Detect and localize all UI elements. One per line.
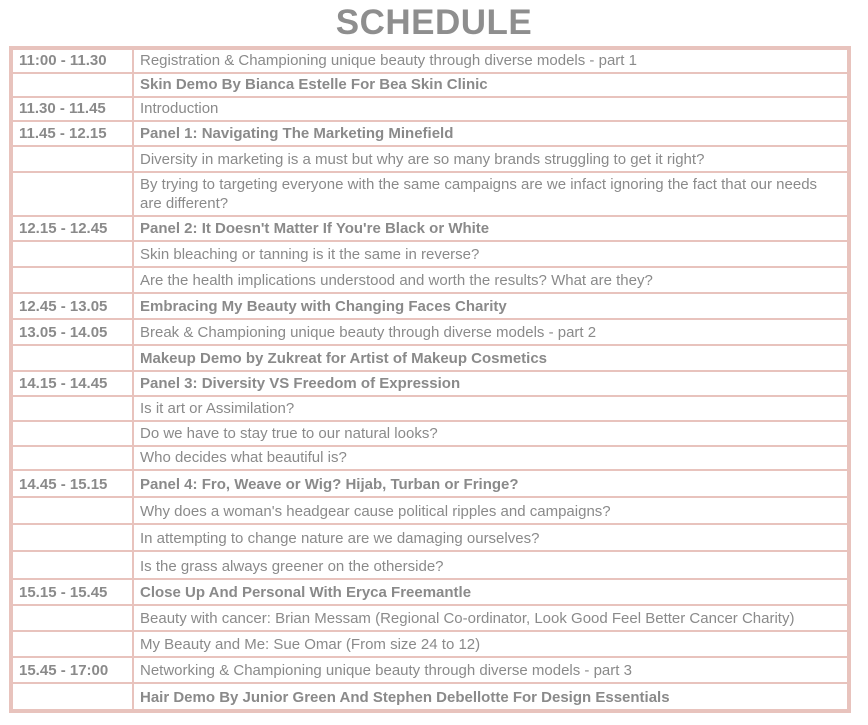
schedule-time: 15.15 - 15.45: [12, 579, 133, 605]
schedule-table-body: [12, 49, 848, 710]
schedule-row: [12, 579, 848, 605]
schedule-description: In attempting to change nature are we damaging ourselves?: [133, 524, 848, 551]
schedule-time: [12, 241, 133, 267]
schedule-table: [9, 46, 851, 713]
schedule-time: 11:00 - 11.30: [12, 49, 133, 73]
schedule-description: Skin Demo By Bianca Estelle For Bea Skin Clinic: [133, 73, 848, 97]
schedule-description: By trying to targeting everyone with the same campaigns are we infact ignoring the fact that our needs are different?: [133, 172, 848, 216]
schedule-description: Close Up And Personal With Eryca Freemantle: [133, 579, 848, 605]
schedule-description: Panel 4: Fro, Weave or Wig? Hijab, Turban or Fringe?: [133, 470, 848, 497]
schedule-row: [12, 396, 848, 421]
schedule-time: [12, 631, 133, 657]
schedule-time: [12, 683, 133, 710]
schedule-time: [12, 172, 133, 216]
schedule-description: Makeup Demo by Zukreat for Artist of Makeup Cosmetics: [133, 345, 848, 371]
schedule-time: 11.30 - 11.45: [12, 97, 133, 121]
schedule-row: [12, 524, 848, 551]
schedule-row: [12, 631, 848, 657]
schedule-time: [12, 146, 133, 172]
schedule-time: 12.45 - 13.05: [12, 293, 133, 319]
schedule-row: [12, 97, 848, 121]
schedule-row: [12, 49, 848, 73]
schedule-row: [12, 446, 848, 470]
page-title: SCHEDULE: [335, 3, 533, 42]
schedule-time: [12, 524, 133, 551]
schedule-description: Is it art or Assimilation?: [133, 396, 848, 421]
schedule-time: [12, 446, 133, 470]
schedule-description: Embracing My Beauty with Changing Faces Charity: [133, 293, 848, 319]
schedule-row: [12, 683, 848, 710]
schedule-row: [12, 146, 848, 172]
schedule-time: [12, 73, 133, 97]
schedule-row: [12, 172, 848, 216]
schedule-row: [12, 73, 848, 97]
schedule-row: [12, 121, 848, 146]
schedule-row: [12, 293, 848, 319]
schedule-description: Registration & Championing unique beauty through diverse models - part 1: [133, 49, 848, 73]
schedule-row: [12, 497, 848, 524]
schedule-row: [12, 470, 848, 497]
schedule-description: Do we have to stay true to our natural looks?: [133, 421, 848, 446]
schedule-time: [12, 551, 133, 579]
schedule-description: Skin bleaching or tanning is it the same in reverse?: [133, 241, 848, 267]
schedule-time: [12, 605, 133, 631]
schedule-row: [12, 605, 848, 631]
schedule-description: My Beauty and Me: Sue Omar (From size 24 to 12): [133, 631, 848, 657]
schedule-row: [12, 345, 848, 371]
schedule-description: Break & Championing unique beauty through diverse models - part 2: [133, 319, 848, 345]
schedule-description: Why does a woman's headgear cause political ripples and campaigns?: [133, 497, 848, 524]
schedule-row: [12, 319, 848, 345]
schedule-time: [12, 497, 133, 524]
schedule-description: Diversity in marketing is a must but why are so many brands struggling to get it right?: [133, 146, 848, 172]
schedule-row: [12, 657, 848, 683]
schedule-time: 14.45 - 15.15: [12, 470, 133, 497]
schedule-row: [12, 551, 848, 579]
schedule-description: Is the grass always greener on the otherside?: [133, 551, 848, 579]
schedule-row: [12, 371, 848, 396]
schedule-time: 14.15 - 14.45: [12, 371, 133, 396]
schedule-row: [12, 216, 848, 241]
schedule-description: Panel 1: Navigating The Marketing Minefield: [133, 121, 848, 146]
schedule-time: [12, 345, 133, 371]
schedule-time: 15.45 - 17:00: [12, 657, 133, 683]
schedule-description: Are the health implications understood and worth the results? What are they?: [133, 267, 848, 293]
schedule-time: 12.15 - 12.45: [12, 216, 133, 241]
schedule-time: [12, 421, 133, 446]
schedule-time: 11.45 - 12.15: [12, 121, 133, 146]
schedule-description: Panel 3: Diversity VS Freedom of Expression: [133, 371, 848, 396]
schedule-time: 13.05 - 14.05: [12, 319, 133, 345]
schedule-description: Hair Demo By Junior Green And Stephen Debellotte For Design Essentials: [133, 683, 848, 710]
schedule-description: Introduction: [133, 97, 848, 121]
schedule-description: Panel 2: It Doesn't Matter If You're Black or White: [133, 216, 848, 241]
schedule-description: Beauty with cancer: Brian Messam (Regional Co-ordinator, Look Good Feel Better Cancer Charity): [133, 605, 848, 631]
schedule-row: [12, 267, 848, 293]
schedule-description: Networking & Championing unique beauty through diverse models - part 3: [133, 657, 848, 683]
schedule-description: Who decides what beautiful is?: [133, 446, 848, 470]
schedule-time: [12, 267, 133, 293]
schedule-time: [12, 396, 133, 421]
schedule-row: [12, 421, 848, 446]
schedule-row: [12, 241, 848, 267]
